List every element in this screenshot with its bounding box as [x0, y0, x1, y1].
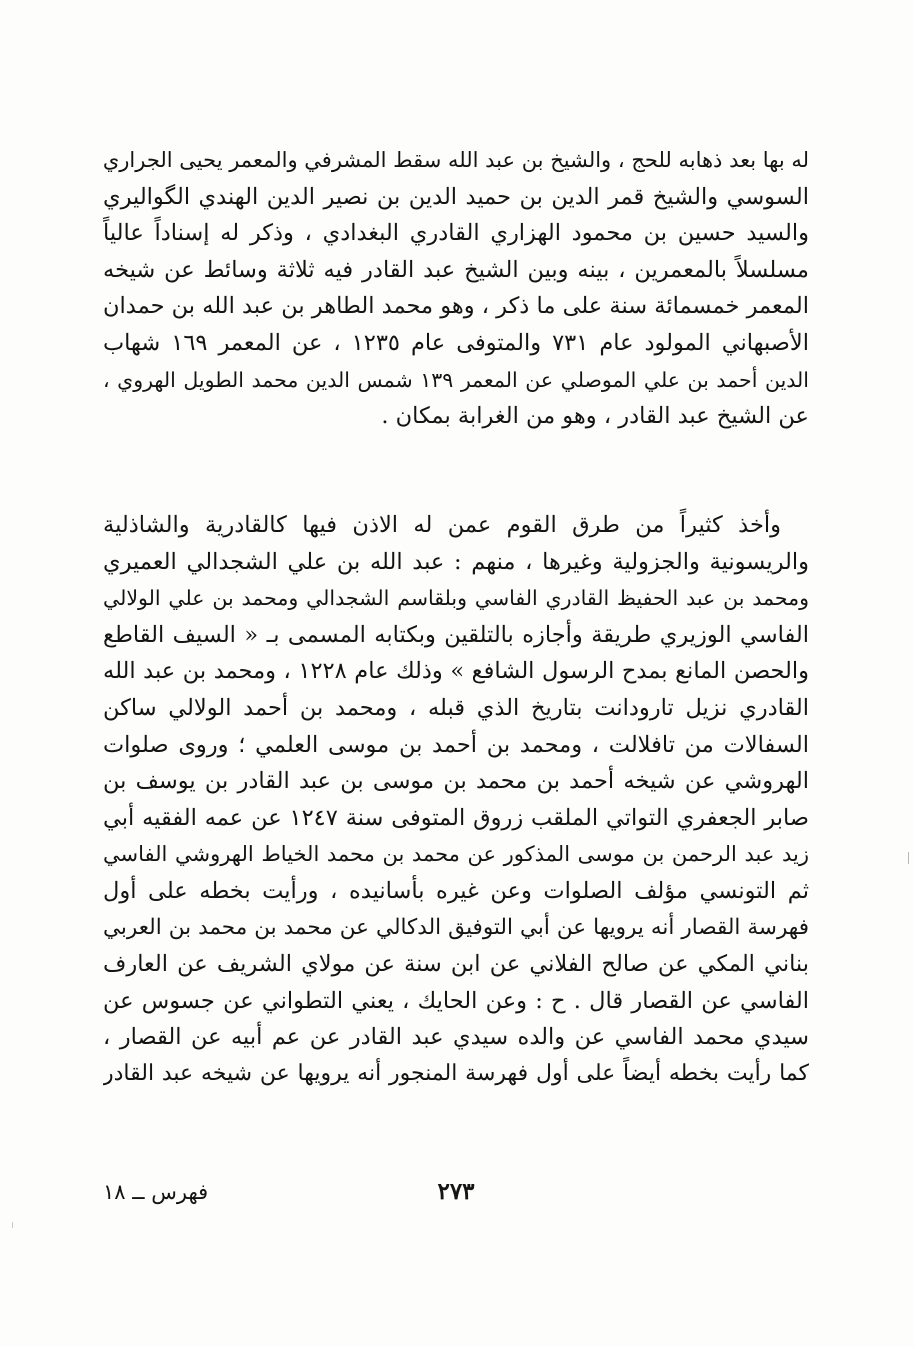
paragraph-2	[103, 507, 809, 1093]
text-line: والريسونية والجزولية وغيرها ، منهم : عبد الله بن علي الشجدالي العميري	[103, 548, 809, 575]
running-head: فهرس ــ ١٨	[103, 1180, 209, 1204]
text-line: صابر الجعفري التواتي الملقب زروق المتوفى سنة ١٢٤٧ عن عمه الفقيه أبي	[103, 804, 809, 831]
text-line: له بها بعد ذهابه للحج ، والشيخ بن عبد الله سقط المشرفي والمعمر يحيى الجراري	[103, 148, 809, 172]
text-line: سيدي محمد الفاسي عن والده سيدي عبد القادر عن عم أبيه عن القصار ،	[103, 1024, 809, 1051]
page-number: ٢٧٣	[437, 1178, 475, 1205]
text-line: الأصبهاني المولود عام ٧٣١ والمتوفى عام ١٢٣٥ ، عن المعمر ١٦٩ شهاب	[103, 329, 809, 356]
text-line: بناني المكي عن صالح الفلاني عن ابن سنة عن مولاي الشريف عن العارف	[103, 951, 809, 978]
scan-edge-mark	[908, 852, 909, 864]
text-line: الدين أحمد بن علي الموصلي عن المعمر ١٣٩ شمس الدين محمد الطويل الهروي ،	[103, 367, 809, 392]
text-line: ومحمد بن عبد الحفيظ القادري الفاسي وبلقاسم الشجدالي ومحمد بن علي الولالي	[103, 586, 809, 611]
text-line: عن الشيخ عبد القادر ، وهو من الغرابة بمكان .	[381, 403, 809, 430]
text-line: الهروشي عن شيخه أحمد بن محمد بن موسى بن عبد القادر بن يوسف بن	[103, 768, 809, 795]
text-line: وأخذ كثيراً من طرق القوم عمن له الاذن فيها كالقادرية والشاذلية	[103, 512, 781, 538]
text-line: كما رأيت بخطه أيضاً على أول فهرسة المنجور أنه يرويها عن شيخه عبد القادر	[103, 1060, 809, 1086]
text-line: الفاسي عن القصار قال . ح : وعن الحايك ، يعني التطواني عن جسوس عن	[103, 987, 809, 1014]
text-line: السوسي والشيخ قمر الدين بن حميد الدين بن نصير الدين الهندي الگواليري	[103, 183, 809, 210]
text-line: السفالات من تافلالت ، ومحمد بن أحمد بن موسى العلمي ؛ وروى صلوات	[103, 731, 809, 758]
text-line: والحصن المانع بمدح الرسول الشافع » وذلك عام ١٢٢٨ ، ومحمد بن عبد الله	[103, 658, 809, 685]
text-line: المعمر خمسمائة سنة على ما ذكر ، وهو محمد الطاهر بن عبد الله بن حمدان	[103, 293, 809, 320]
page-footer	[103, 1172, 809, 1212]
text-line: مسلسلاً بالمعمرين ، بينه وبين الشيخ عبد القادر فيه ثلاثة وسائط عن شيخه	[103, 256, 809, 283]
scan-edge-mark	[12, 1222, 13, 1228]
text-line: زيد عبد الرحمن بن موسى المذكور عن محمد بن محمد الخياط الهروشي الفاسي	[103, 842, 809, 867]
text-line: ثم التونسي مؤلف الصلوات وعن غيره بأسانيده ، ورأيت بخطه على أول	[103, 877, 809, 904]
text-line: القادري نزيل تارودانت بتاريخ الذي قبله ، ومحمد بن أحمد الولالي ساكن	[103, 694, 809, 721]
text-line: فهرسة القصار أنه يرويها عن أبي التوفيق الدكالي عن محمد بن محمد بن العربي	[103, 914, 809, 940]
paragraph-1	[103, 142, 809, 435]
text-line: والسيد حسين بن محمود الهزاري القادري البغدادي ، وذكر له إسناداً عالياً	[103, 220, 809, 247]
text-line: الفاسي الوزيري طريقة وأجازه بالتلقين وبكتابه المسمى بـ « السيف القاطع	[103, 621, 809, 648]
